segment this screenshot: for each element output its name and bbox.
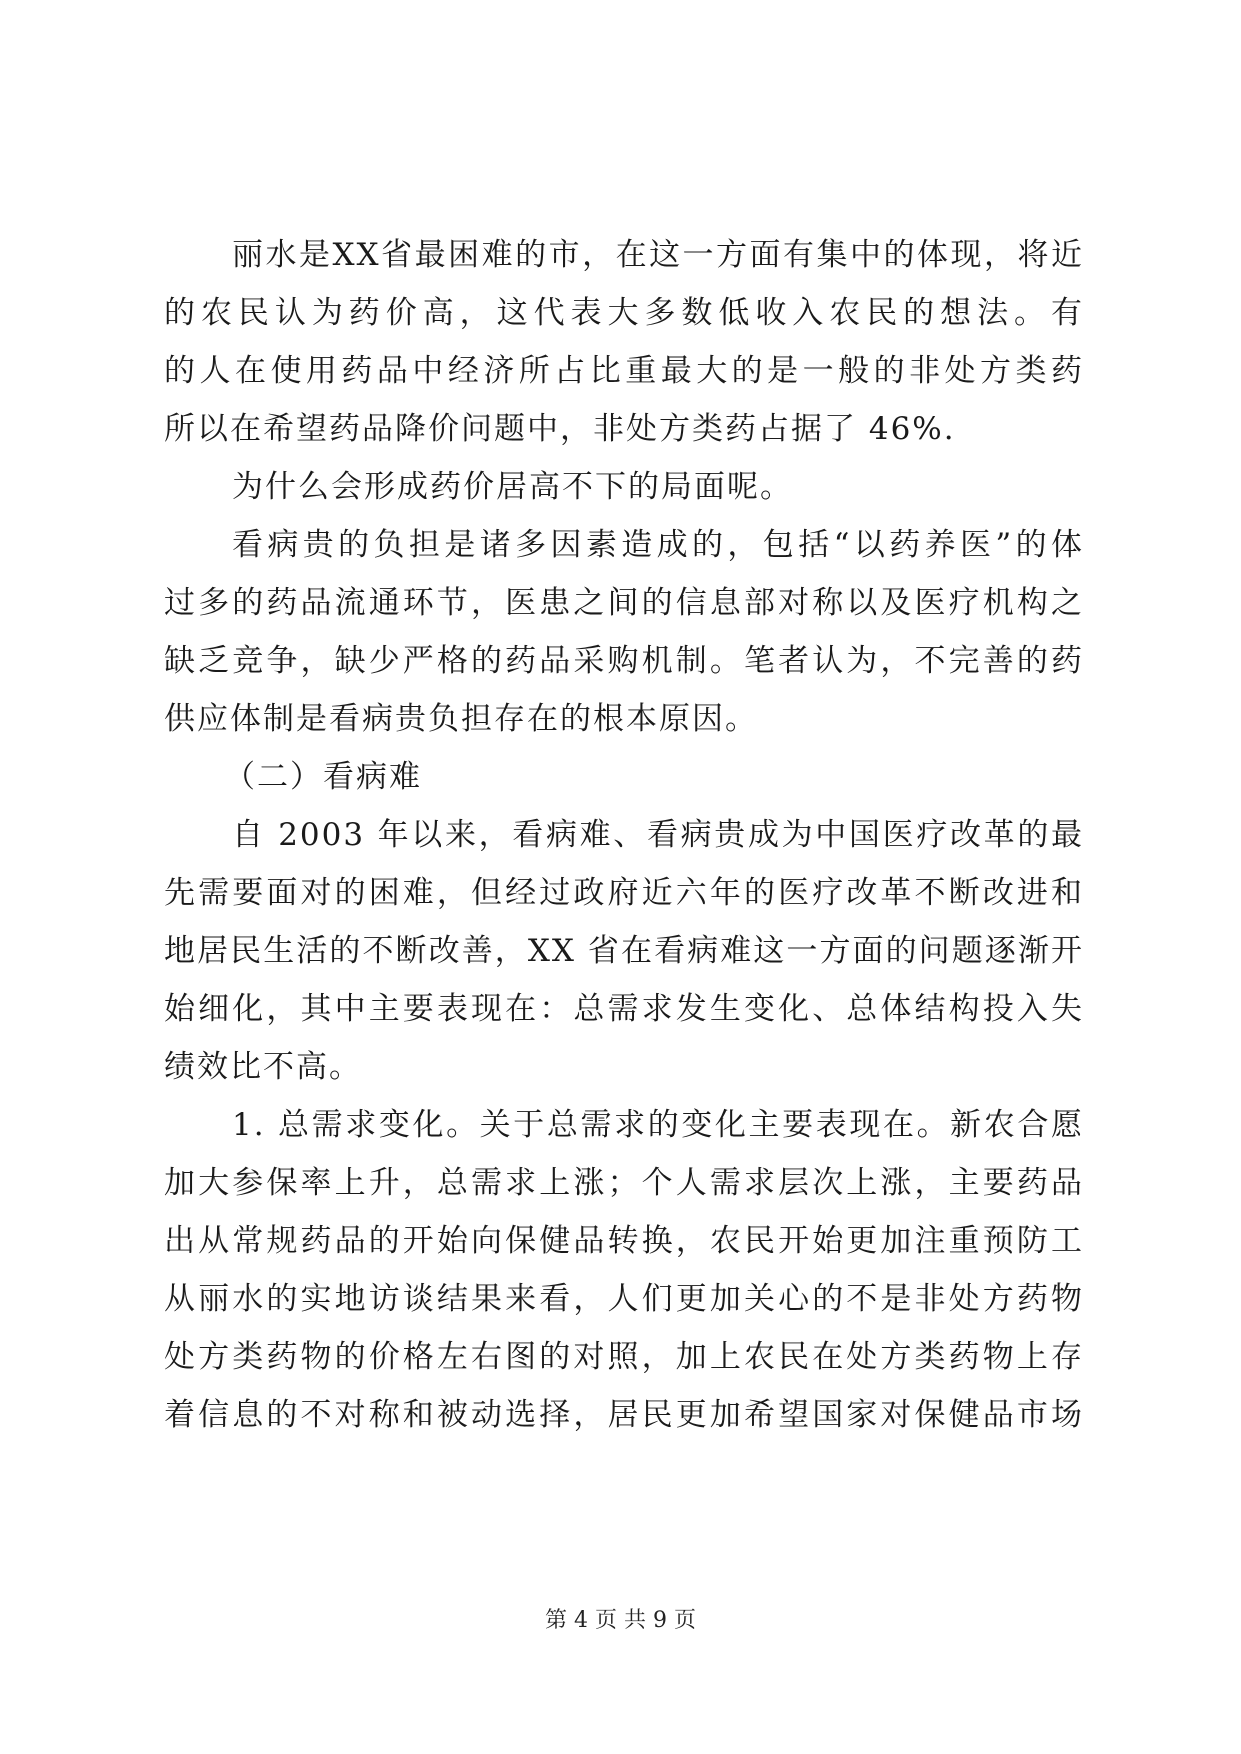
- page-number-footer: 第 4 页 共 9 页: [545, 1608, 696, 1633]
- paragraph-line: 缺乏竞争，缺少严格的药品采购机制。笔者认为，不完善的药: [164, 643, 1084, 679]
- paragraph-line: 看病贵的负担是诸多因素造成的，包括“以药养医”的体: [232, 527, 1084, 563]
- paragraph-line: 着信息的不对称和被动选择，居民更加希望国家对保健品市场: [164, 1397, 1084, 1433]
- paragraph-line: 从丽水的实地访谈结果来看，人们更加关心的不是非处方药物: [164, 1281, 1084, 1317]
- paragraph-line: 绩效比不高。: [164, 1049, 362, 1085]
- paragraph-line: 的人在使用药品中经济所占比重最大的是一般的非处方类药: [164, 353, 1084, 389]
- paragraph-line: 为什么会形成药价居高不下的局面呢。: [232, 469, 793, 505]
- paragraph-line: 自 2003 年以来，看病难、看病贵成为中国医疗改革的最: [232, 817, 1084, 853]
- paragraph-line: 先需要面对的困难，但经过政府近六年的医疗改革不断改进和: [164, 875, 1084, 911]
- paragraph-line: 加大参保率上升，总需求上涨；个人需求层次上涨，主要药品: [164, 1165, 1084, 1201]
- paragraph-line: 地居民生活的不断改善，XX 省在看病难这一方面的问题逐渐开: [164, 933, 1084, 969]
- section-heading: （二）看病难: [224, 759, 422, 795]
- paragraph-line: 处方类药物的价格左右图的对照，加上农民在处方类药物上存: [164, 1339, 1084, 1375]
- paragraph-line: 始细化，其中主要表现在：总需求发生变化、总体结构投入失: [164, 991, 1084, 1027]
- paragraph-line: 供应体制是看病贵负担存在的根本原因。: [164, 701, 758, 737]
- paragraph-line: 丽水是XX省最困难的市，在这一方面有集中的体现，将近: [232, 237, 1084, 273]
- paragraph-line: 过多的药品流通环节，医患之间的信息部对称以及医疗机构之: [164, 585, 1084, 621]
- paragraph-line: 所以在希望药品降价问题中，非处方类药占据了 46%.: [164, 411, 956, 447]
- paragraph-line: 1. 总需求变化。关于总需求的变化主要表现在。新农合愿: [232, 1107, 1084, 1143]
- paragraph-line: 的农民认为药价高，这代表大多数低收入农民的想法。有: [164, 295, 1084, 331]
- paragraph-line: 出从常规药品的开始向保健品转换，农民开始更加注重预防工: [164, 1223, 1084, 1259]
